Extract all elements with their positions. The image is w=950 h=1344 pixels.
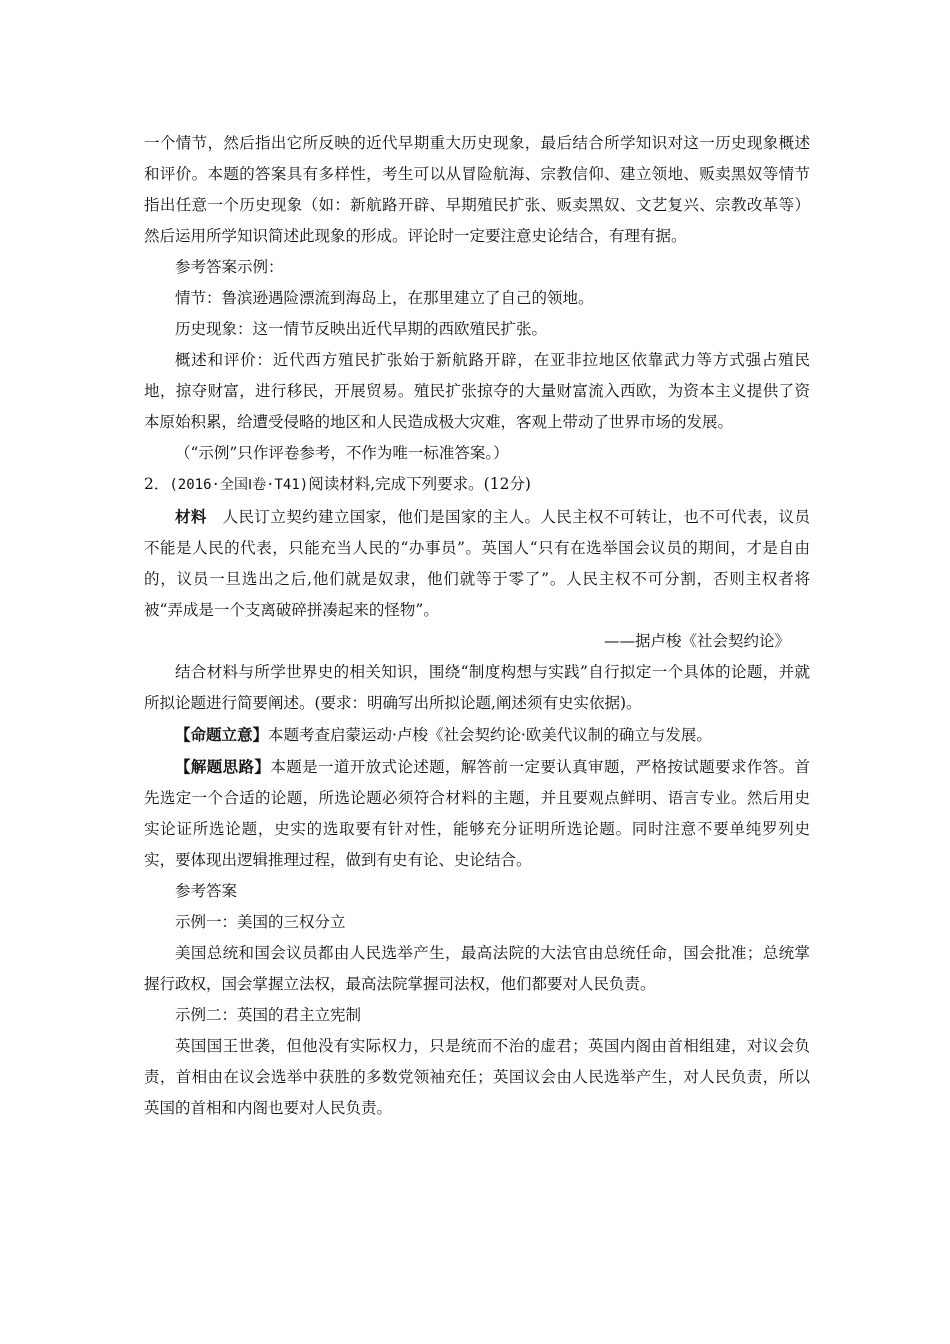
material-paragraph xyxy=(144,501,810,626)
phenomenon-line: 历史现象：这一情节反映出近代早期的西欧殖民扩张。 xyxy=(175,320,548,338)
material-label: 材料 xyxy=(175,507,207,526)
analysis-paragraph: 一个情节，然后指出它所反映的近代早期重大历史现象，最后结合所学知识对这一历史现象概述和评价。本题的答案具有多样性，考生可以从冒险航海、宗教信仰、建立领地、贩卖黑奴等情节指出任意一个历史现象（如：新航路开辟、早期殖民扩张、贩卖黑奴、文艺复兴、宗教改革等）然后运用所学知识简述此现象的形成。评论时一定要注意史论结合，有理有据。 xyxy=(144,134,810,245)
intent-paragraph xyxy=(144,719,810,751)
intent-text: 本题考查启蒙运动·卢梭《社会契约论·欧美代议制的确立与发展。 xyxy=(268,726,712,744)
document-page xyxy=(144,128,810,1124)
question-prompt: 阅读材料,完成下列要求。(12分) xyxy=(308,475,531,493)
question-number: 2． xyxy=(144,475,170,493)
example2-text: 英国国王世袭，但他没有实际权力，只是统而不治的虚君；英国内阁由首相组建，对议会负责，首相由在议会选举中获胜的多数党领袖充任；英国议会由人民选举产生，对人民负责，所以英国的首相和内阁也要对人民负责。 xyxy=(144,1037,810,1117)
approach-paragraph xyxy=(144,751,810,876)
plot-line: 情节：鲁滨逊遇险漂流到海岛上，在那里建立了自己的领地。 xyxy=(175,289,594,307)
example-note: （“示例”只作评卷参考，不作为唯一标准答案。） xyxy=(175,444,509,462)
intent-label: 【命题立意】 xyxy=(175,725,269,744)
example1-text: 美国总统和国会议员都由人民选举产生，最高法院的大法官由总统任命，国会批准；总统掌握行政权，国会掌握立法权，最高法院掌握司法权，他们都要对人民负责。 xyxy=(144,944,810,993)
reference-example-label: 参考答案示例： xyxy=(175,258,284,276)
overview-paragraph: 概述和评价：近代西方殖民扩张始于新航路开辟，在亚非拉地区依靠武力等方式强占殖民地，掠夺财富，进行移民，开展贸易。殖民扩张掠夺的大量财富流入西欧，为资本主义提供了资本原始积累，给遭受侵略的地区和人民造成极大灾难，客观上带动了世界市场的发展。 xyxy=(144,351,810,431)
material-citation: ——据卢梭《社会契约论》 xyxy=(603,632,790,650)
approach-text: 本题是一道开放式论述题，解答前一定要认真审题，严格按试题要求作答。首先选定一个合适的论题，所选论题必须符合材料的主题，并且要观点鲜明、语言专业。然后用史实论证所选论题，史实的选取要有针对性，能够充分证明所选论题。同时注意不要单纯罗列史实，要体现出逻辑推理过程，做到有史有论、史论结合。 xyxy=(144,758,810,869)
approach-label: 【解题思路】 xyxy=(175,757,271,776)
question-2-heading xyxy=(144,469,810,501)
material-text: 人民订立契约建立国家，他们是国家的主人。人民主权不可转让，也不可代表，议员不能是人民的代表，只能充当人民的“办事员”。英国人“只有在选举国会议员的期间，才是自由的，议员一旦选出之后,他们就是奴隶，他们就等于零了”。人民主权不可分割，否则主权者将被“弄成是一个支离破碎拼凑起来的怪物”。 xyxy=(144,508,810,619)
example1-title: 示例一：美国的三权分立 xyxy=(175,913,346,931)
reference-answer-label: 参考答案 xyxy=(175,882,238,900)
requirement-paragraph: 结合材料与所学世界史的相关知识，围绕“制度构想与实践”自行拟定一个具体的论题，并就所拟论题进行简要阐述。(要求：明确写出所拟论题,阐述须有史实依据)。 xyxy=(144,663,810,712)
question-source: (2016·全国Ⅰ卷·T41) xyxy=(169,477,309,493)
example2-title: 示例二：英国的君主立宪制 xyxy=(175,1006,362,1024)
